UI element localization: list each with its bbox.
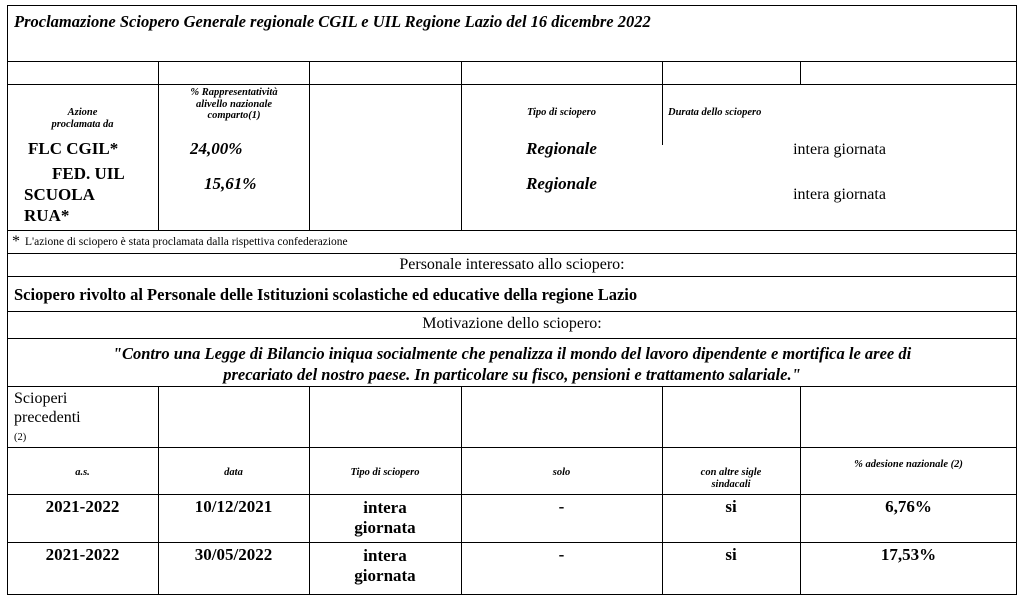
union-name: FLC CGIL* (28, 139, 119, 158)
cell-con-altre-sigle: si (725, 497, 737, 516)
header-rappresentativita: % Rappresentatività alivello nazionale comparto(1) (190, 87, 278, 122)
representativeness-value: 24,00% (190, 139, 243, 158)
strike-type: Regionale (526, 174, 597, 193)
cell-con-altre-sigle: si (725, 545, 737, 564)
column-divider (800, 61, 801, 84)
strike-duration: intera giornata (793, 186, 886, 203)
header-con-altre-sigle: con altre sigle sindacali (700, 467, 762, 490)
header-tipo-sciopero: Tipo di sciopero (526, 107, 597, 118)
cell-tipo-sciopero: intera giornata (354, 546, 416, 585)
cell-tipo-sciopero: intera giornata (354, 498, 416, 537)
scioperi-precedenti-note: (2) (14, 432, 27, 443)
cell-solo: - (558, 545, 565, 564)
row-divider (7, 276, 1017, 277)
footnote-text: L'azione di sciopero è stata proclamata dalla rispettiva confederazione (25, 236, 348, 248)
column-divider (662, 61, 663, 145)
union-name: FED. UIL SCUOLA RUA* (24, 164, 125, 225)
representativeness-value: 15,61% (204, 174, 257, 193)
header-azione-proclamata: Azione proclamata da (51, 107, 114, 130)
header-adesione-nazionale: % adesione nazionale (2) (854, 459, 963, 470)
header-durata-sciopero: Durata dello sciopero (668, 107, 762, 118)
motivazione-text: "Contro una Legge di Bilancio iniqua socialmente che penalizza il mondo del lavoro dipendente e mortifica le aree di precariato del nostro paese. In particolare su fisco, pensioni e trattamento salariale." (112, 344, 912, 384)
cell-adesione: 6,76% (885, 497, 932, 516)
cell-data: 30/05/2022 (194, 545, 273, 564)
strike-type: Regionale (526, 139, 597, 158)
cell-solo: - (558, 497, 565, 516)
personale-text: Sciopero rivolto al Personale delle Istituzioni scolastiche ed educative della regione Lazio (14, 285, 638, 304)
scioperi-precedenti-label: Scioperi precedenti (14, 390, 81, 426)
document-title: Proclamazione Sciopero Generale regionale CGIL e UIL Regione Lazio del 16 dicembre 2022 (14, 12, 651, 31)
footnote-star: * (12, 233, 20, 250)
header-anno-scolastico: a.s. (75, 467, 90, 478)
motivazione-label: Motivazione dello sciopero: (422, 315, 602, 332)
row-divider (7, 253, 1017, 254)
strike-duration: intera giornata (793, 141, 886, 158)
header-data: data (224, 467, 243, 478)
row-divider (7, 230, 1017, 231)
header-solo: solo (552, 467, 571, 478)
header-tipo-sciopero: Tipo di sciopero (350, 467, 420, 478)
cell-adesione: 17,53% (880, 545, 937, 564)
cell-data: 10/12/2021 (194, 497, 273, 516)
personale-label: Personale interessato allo sciopero: (399, 256, 625, 273)
cell-anno-scolastico: 2021-2022 (45, 497, 120, 516)
row-divider (7, 311, 1017, 312)
row-divider (7, 338, 1017, 339)
cell-anno-scolastico: 2021-2022 (45, 545, 120, 564)
